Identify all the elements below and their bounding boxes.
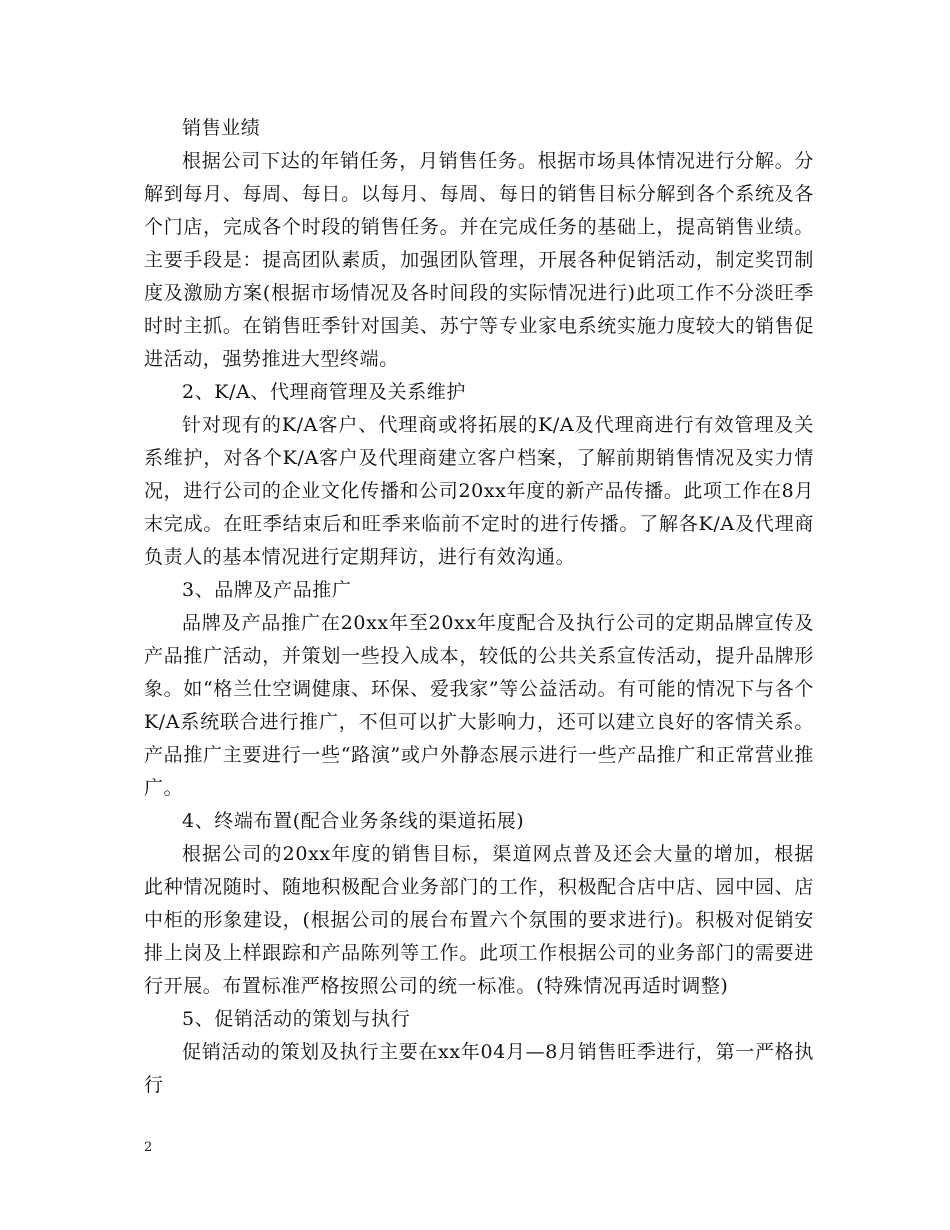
page-number: 2 <box>144 1140 153 1155</box>
paragraph-brand-promotion: 品牌及产品推广在20xx年至20xx年度配合及执行公司的定期品牌宣传及产品推广活动，并策划一些投入成本，较低的公共关系宣传活动，提升品牌形象。如“格兰仕空调健康、环保、爱我家”等公益活动。有可能的情况下与各个K/A系统联合进行推广，不但可以扩大影响力，还可以建立良好的客情关系。产品推广主要进行一些“路演”或户外静态展示进行一些产品推广和正常营业推广。 <box>144 612 814 799</box>
section-heading-ka-agent-management: 2、K/A、代理商管理及关系维护 <box>182 381 467 403</box>
paragraph-ka-agent-management: 针对现有的K/A客户、代理商或将拓展的K/A及代理商进行有效管理及关系维护，对各个K/A客户及代理商建立客户档案，了解前期销售情况及实力情况，进行公司的企业文化传播和公司20xx年度的新产品传播。此项工作在8月末完成。在旺季结束后和旺季来临前不定时的进行传播。了解各K/A及代理商负责人的基本情况进行定期拜访，进行有效沟通。 <box>144 414 814 568</box>
document-body <box>144 112 814 1102</box>
paragraph-sales-performance: 根据公司下达的年销任务，月销售任务。根据市场具体情况进行分解。分解到每月、每周、每日。以每月、每周、每日的销售目标分解到各个系统及各个门店，完成各个时段的销售任务。并在完成任务的基础上，提高销售业绩。主要手段是：提高团队素质，加强团队管理，开展各种促销活动，制定奖罚制度及激励方案(根据市场情况及各时间段的实际情况进行)此项工作不分淡旺季时时主抓。在销售旺季针对国美、苏宁等专业家电系统实施力度较大的销售促进活动，强势推进大型终端。 <box>144 150 814 370</box>
paragraph-promotion-planning: 促销活动的策划及执行主要在xx年04月—8月销售旺季进行，第一严格执行 <box>144 1041 814 1096</box>
section-heading-sales-performance: 销售业绩 <box>182 117 261 139</box>
section-heading-promotion-planning: 5、促销活动的策划与执行 <box>182 1008 411 1030</box>
section-heading-terminal-layout: 4、终端布置(配合业务条线的渠道拓展) <box>182 810 525 832</box>
paragraph-terminal-layout: 根据公司的20xx年度的销售目标，渠道网点普及还会大量的增加，根据此种情况随时、随地积极配合业务部门的工作，积极配合店中店、园中园、店中柜的形象建设，(根据公司的展台布置六个氛围的要求进行)。积极对促销安排上岗及上样跟踪和产品陈列等工作。此项工作根据公司的业务部门的需要进行开展。布置标准严格按照公司的统一标准。(特殊情况再适时调整) <box>144 843 814 997</box>
section-heading-brand-promotion: 3、品牌及产品推广 <box>182 579 352 601</box>
